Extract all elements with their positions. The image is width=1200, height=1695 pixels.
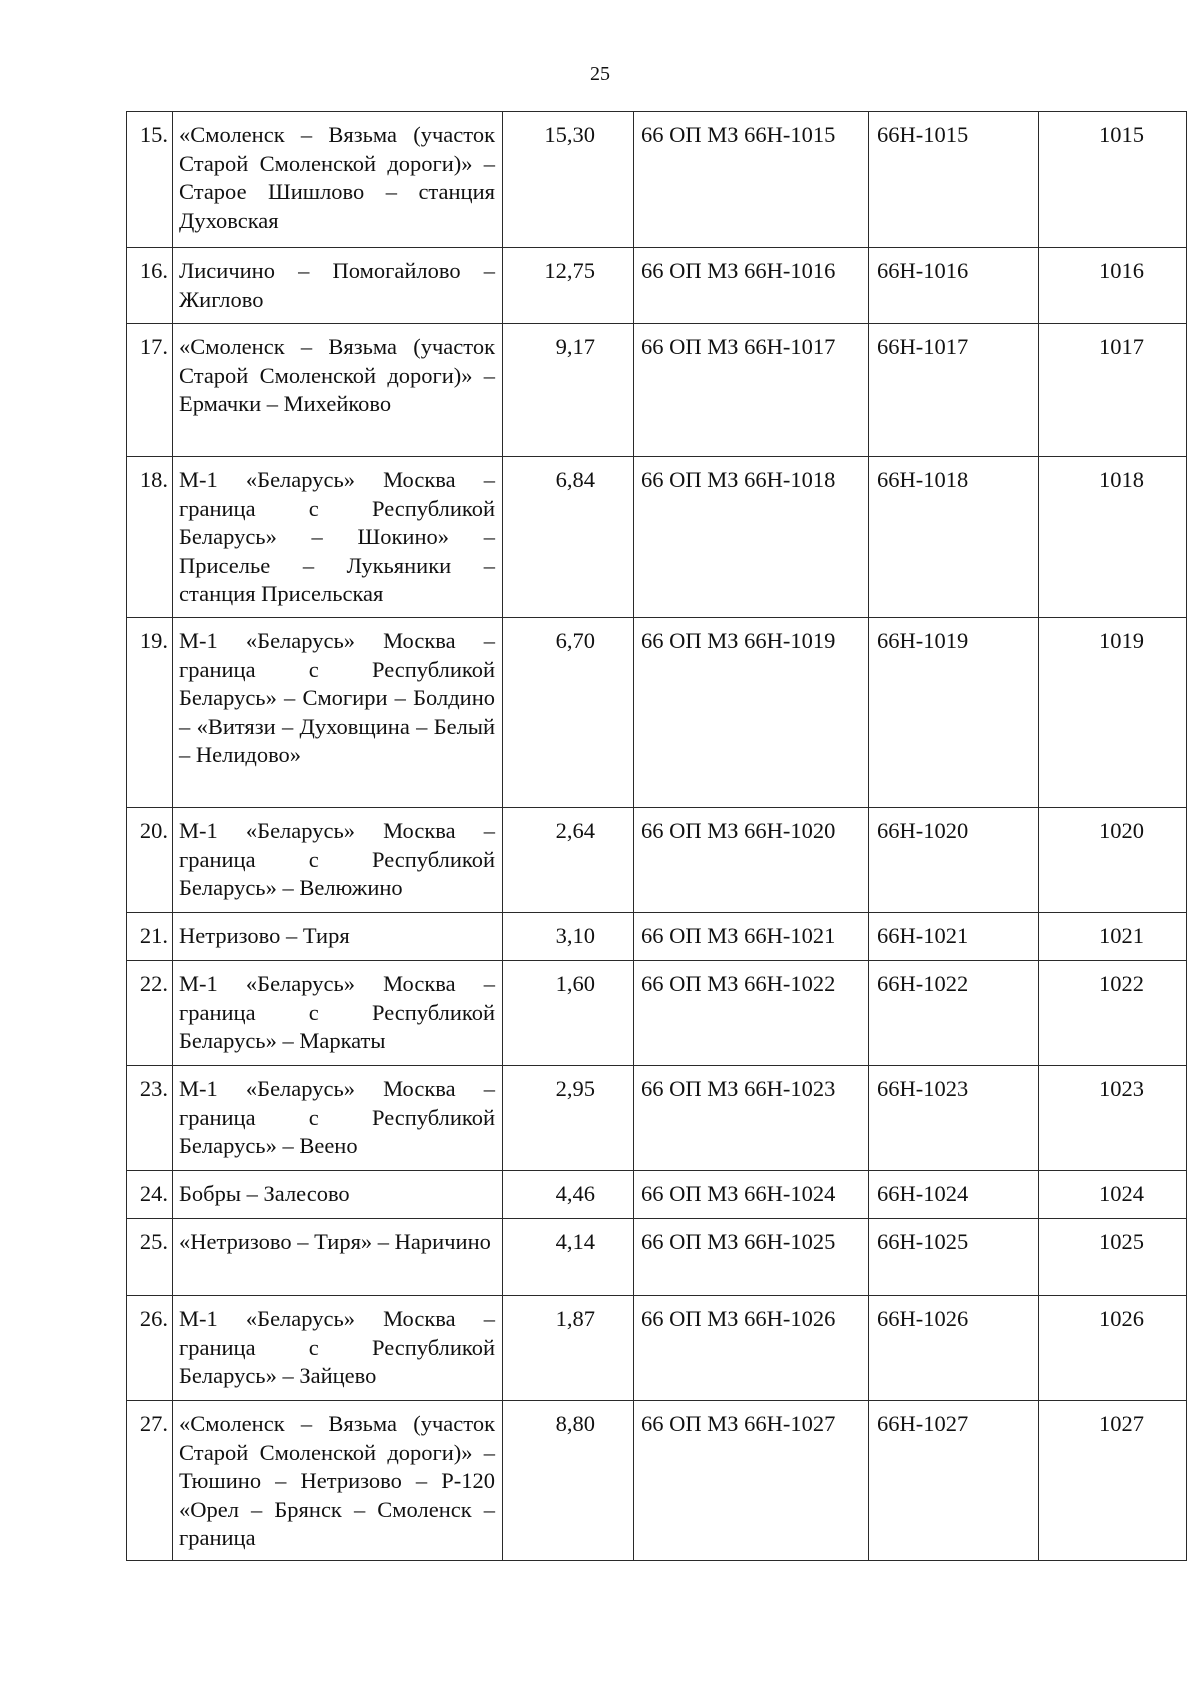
- road-length: 6,70: [503, 618, 634, 808]
- row-number: 18.: [127, 457, 173, 618]
- table-row: [127, 324, 1187, 457]
- road-length: 15,30: [503, 112, 634, 248]
- road-length: 3,10: [503, 913, 634, 961]
- road-code: 66 ОП МЗ 66Н-1026: [634, 1296, 869, 1401]
- road-length: 2,95: [503, 1066, 634, 1171]
- road-code: 66 ОП МЗ 66Н-1024: [634, 1171, 869, 1219]
- road-length: 8,80: [503, 1401, 634, 1561]
- road-length: 4,14: [503, 1219, 634, 1296]
- road-name: М-1 «Беларусь» Москва – граница с Республикой Беларусь» – Зайцево: [173, 1296, 503, 1401]
- table-row: [127, 1066, 1187, 1171]
- road-name: «Смоленск – Вязьма (участок Старой Смоленской дороги)» – Старое Шишлово – станция Духовская: [173, 112, 503, 248]
- road-id: 1025: [1039, 1219, 1187, 1296]
- road-code: 66 ОП МЗ 66Н-1025: [634, 1219, 869, 1296]
- road-name: Бобры – Залесово: [173, 1171, 503, 1219]
- road-id: 1019: [1039, 618, 1187, 808]
- road-name: «Смоленск – Вязьма (участок Старой Смоленской дороги)» – Ермачки – Михейково: [173, 324, 503, 457]
- table-row: [127, 618, 1187, 808]
- row-number: 16.: [127, 248, 173, 324]
- road-short-code: 66Н-1020: [869, 808, 1039, 913]
- road-short-code: 66Н-1025: [869, 1219, 1039, 1296]
- row-number: 21.: [127, 913, 173, 961]
- road-length: 9,17: [503, 324, 634, 457]
- table-row: [127, 808, 1187, 913]
- road-id: 1026: [1039, 1296, 1187, 1401]
- road-short-code: 66Н-1024: [869, 1171, 1039, 1219]
- road-code: 66 ОП МЗ 66Н-1015: [634, 112, 869, 248]
- road-id: 1015: [1039, 112, 1187, 248]
- road-code: 66 ОП МЗ 66Н-1017: [634, 324, 869, 457]
- road-name: М-1 «Беларусь» Москва – граница с Республикой Беларусь» – Смогири – Болдино – «Витязи – Духовщина – Белый – Нелидово»: [173, 618, 503, 808]
- roads-table: [126, 111, 1187, 1561]
- row-number: 24.: [127, 1171, 173, 1219]
- road-length: 6,84: [503, 457, 634, 618]
- road-name: Лисичино – Помогайлово – Жиглово: [173, 248, 503, 324]
- road-short-code: 66Н-1023: [869, 1066, 1039, 1171]
- road-name: М-1 «Беларусь» Москва – граница с Республикой Беларусь» – Маркаты: [173, 961, 503, 1066]
- road-short-code: 66Н-1015: [869, 112, 1039, 248]
- road-id: 1027: [1039, 1401, 1187, 1561]
- road-id: 1018: [1039, 457, 1187, 618]
- road-length: 1,87: [503, 1296, 634, 1401]
- road-short-code: 66Н-1021: [869, 913, 1039, 961]
- road-id: 1020: [1039, 808, 1187, 913]
- table-row: [127, 1401, 1187, 1561]
- road-code: 66 ОП МЗ 66Н-1020: [634, 808, 869, 913]
- road-code: 66 ОП МЗ 66Н-1027: [634, 1401, 869, 1561]
- table-row: [127, 1296, 1187, 1401]
- road-short-code: 66Н-1026: [869, 1296, 1039, 1401]
- road-code: 66 ОП МЗ 66Н-1023: [634, 1066, 869, 1171]
- road-name: М-1 «Беларусь» Москва – граница с Республикой Беларусь» – Велюжино: [173, 808, 503, 913]
- road-id: 1022: [1039, 961, 1187, 1066]
- road-length: 4,46: [503, 1171, 634, 1219]
- table-row: [127, 112, 1187, 248]
- row-number: 15.: [127, 112, 173, 248]
- road-id: 1023: [1039, 1066, 1187, 1171]
- road-short-code: 66Н-1019: [869, 618, 1039, 808]
- road-length: 12,75: [503, 248, 634, 324]
- road-name: М-1 «Беларусь» Москва – граница с Республикой Беларусь» – Шокино» – Приселье – Лукьяники – станция Присельская: [173, 457, 503, 618]
- row-number: 22.: [127, 961, 173, 1066]
- road-code: 66 ОП МЗ 66Н-1021: [634, 913, 869, 961]
- road-short-code: 66Н-1018: [869, 457, 1039, 618]
- row-number: 17.: [127, 324, 173, 457]
- road-id: 1024: [1039, 1171, 1187, 1219]
- road-id: 1017: [1039, 324, 1187, 457]
- road-code: 66 ОП МЗ 66Н-1016: [634, 248, 869, 324]
- table-row: [127, 1171, 1187, 1219]
- table-row: [127, 248, 1187, 324]
- row-number: 23.: [127, 1066, 173, 1171]
- table-row: [127, 457, 1187, 618]
- row-number: 26.: [127, 1296, 173, 1401]
- road-name: «Нетризово – Тиря» – Наричино: [173, 1219, 503, 1296]
- road-short-code: 66Н-1027: [869, 1401, 1039, 1561]
- road-name: «Смоленск – Вязьма (участок Старой Смоленской дороги)» – Тюшино – Нетризово – Р-120 «Орел – Брянск – Смоленск – граница: [173, 1401, 503, 1561]
- road-id: 1016: [1039, 248, 1187, 324]
- road-code: 66 ОП МЗ 66Н-1022: [634, 961, 869, 1066]
- road-short-code: 66Н-1022: [869, 961, 1039, 1066]
- table-row: [127, 1219, 1187, 1296]
- road-id: 1021: [1039, 913, 1187, 961]
- table-row: [127, 961, 1187, 1066]
- table-row: [127, 913, 1187, 961]
- row-number: 20.: [127, 808, 173, 913]
- road-code: 66 ОП МЗ 66Н-1019: [634, 618, 869, 808]
- row-number: 19.: [127, 618, 173, 808]
- road-length: 2,64: [503, 808, 634, 913]
- road-name: Нетризово – Тиря: [173, 913, 503, 961]
- road-length: 1,60: [503, 961, 634, 1066]
- road-code: 66 ОП МЗ 66Н-1018: [634, 457, 869, 618]
- row-number: 25.: [127, 1219, 173, 1296]
- road-name: М-1 «Беларусь» Москва – граница с Республикой Беларусь» – Веено: [173, 1066, 503, 1171]
- page-number: 25: [590, 63, 610, 85]
- road-short-code: 66Н-1016: [869, 248, 1039, 324]
- road-short-code: 66Н-1017: [869, 324, 1039, 457]
- row-number: 27.: [127, 1401, 173, 1561]
